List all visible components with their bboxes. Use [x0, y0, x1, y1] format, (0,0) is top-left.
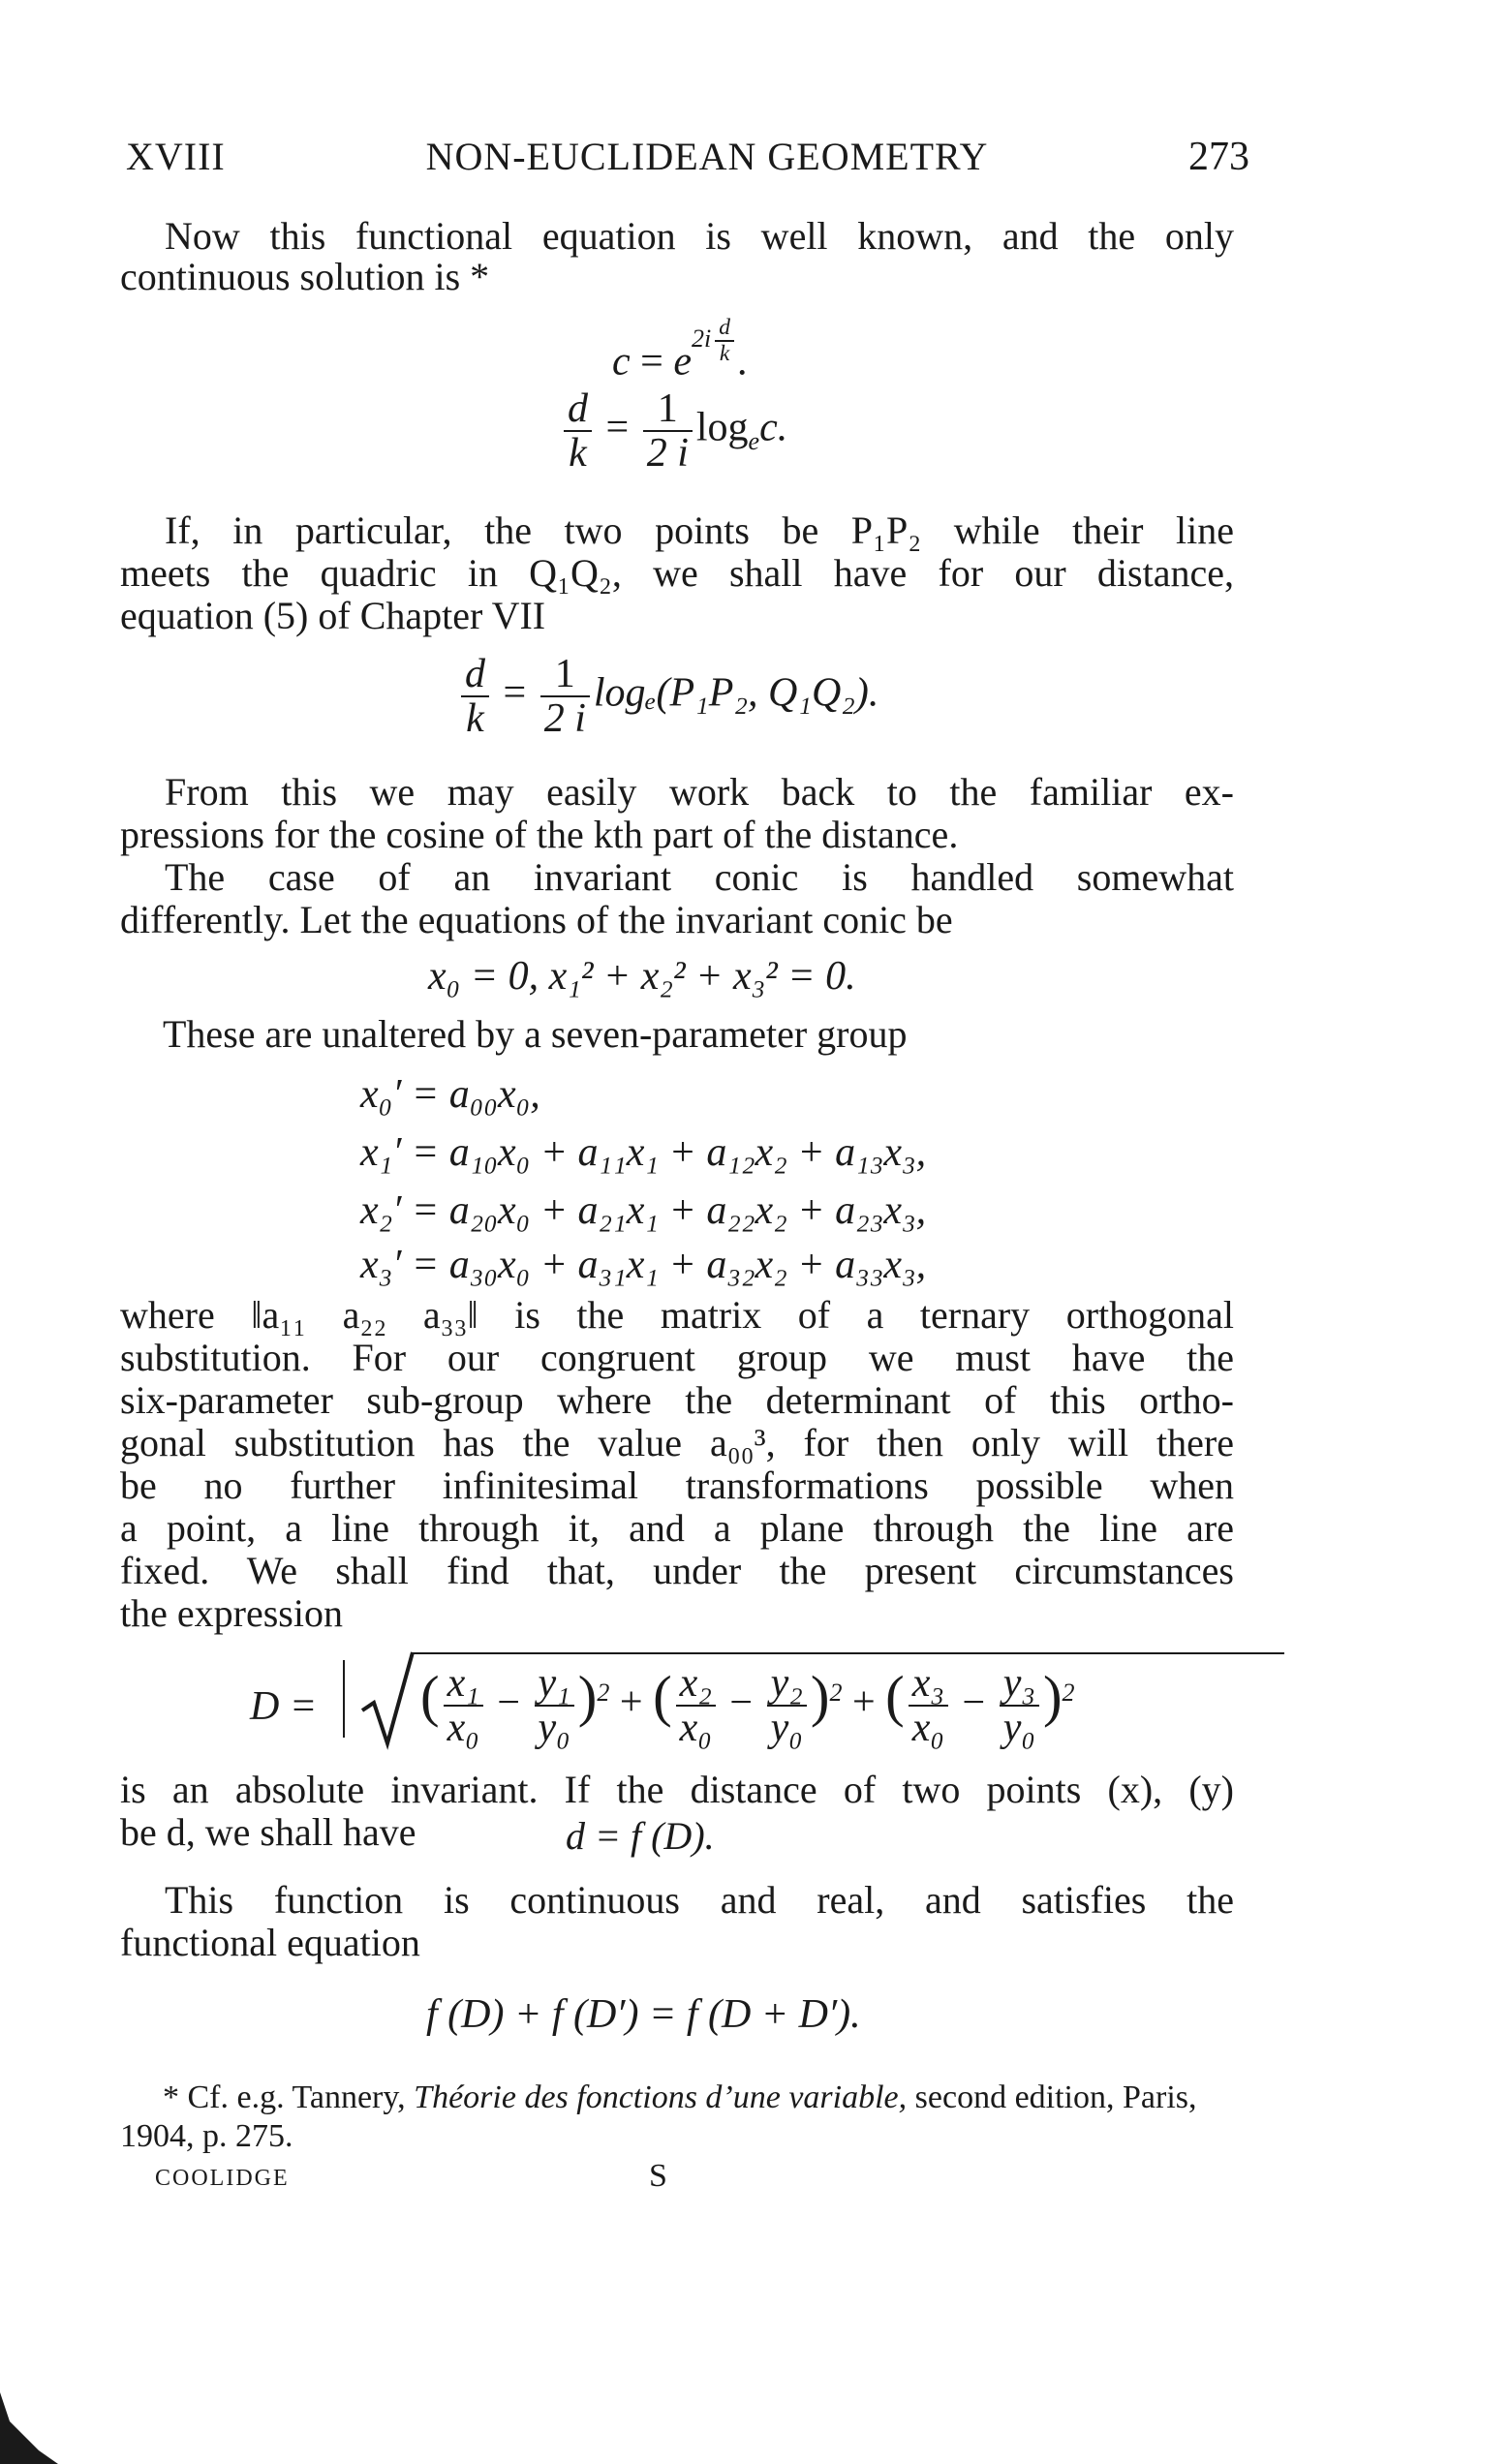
- text-line: continuous solution is *: [120, 255, 490, 298]
- text-line: substitution. For our congruent group we must have the: [120, 1336, 1234, 1379]
- text-line: be no further infinitesimal transformations possible when: [120, 1463, 1234, 1507]
- group-equation: x₁′ = a₁₀x₀ + a₁₁x₁ + a₁₂x₂ + a₁₃x₃,: [360, 1130, 927, 1175]
- plus-sign: +: [842, 1679, 886, 1725]
- text-line: fixed. We shall find that, under the present circumstances: [120, 1549, 1234, 1592]
- text-line: the expression: [120, 1591, 343, 1635]
- group-equation: x₂′ = a₂₀x₀ + a₂₁x₁ + a₂₂x₂ + a₂₃x₃,: [360, 1188, 927, 1233]
- text-line: is an absolute invariant. If the distance of two points (x), (y): [120, 1768, 1234, 1811]
- radical-term: ( $\frac{\text{x₁}}{\text{x₀}}$ − $\frac{\text{y₁}}{\text{y₀}}$ )$^2$: [420, 1661, 610, 1751]
- text-line: be d, we shall have: [120, 1810, 416, 1854]
- text-line: The case of an invariant conic is handled somewhat: [165, 855, 1234, 899]
- equation-exponential: $c = e^{2i \frac{d}{k}}$ .: [612, 315, 749, 385]
- text-line: gonal substitution has the value a₀₀³, for then only will there: [120, 1421, 1234, 1464]
- page-title: NON-EUCLIDEAN GEOMETRY: [425, 135, 989, 178]
- page-header: [126, 134, 1249, 182]
- text-line: functional equation: [120, 1921, 420, 1964]
- running-head: XVIII: [126, 135, 226, 178]
- text-line: six-parameter sub-group where the determinant of this ortho-: [120, 1378, 1234, 1422]
- text-line: equation (5) of Chapter VII: [120, 594, 546, 637]
- scan-blot: [0, 2392, 58, 2464]
- equation-functional: f (D) + f (D′) = f (D + D′).: [426, 1992, 861, 2037]
- text-line: From this we may easily work back to the familiar ex-: [165, 770, 1234, 814]
- text-line: pressions for the cosine of the kth part of the distance.: [120, 813, 959, 856]
- radical-term: ( $\frac{\text{x₂}}{\text{x₀}}$ − $\frac{\text{y₂}}{\text{y₀}}$ )$^2$: [653, 1661, 843, 1751]
- text-line: differently. Let the equations of the invariant conic be: [120, 898, 953, 941]
- radical-term: ( $\frac{\text{x₃}}{\text{x₀}}$ − $\frac{\text{y₃}}{\text{y₀}}$ )$^2$: [885, 1661, 1075, 1751]
- text-line: These are unaltered by a seven-parameter group: [163, 1012, 908, 1056]
- group-equation: x₃′ = a₃₀x₀ + a₃₁x₁ + a₃₂x₂ + a₃₃x₃,: [360, 1243, 927, 1287]
- text-line: If, in particular, the two points be P₁P₂ while their line: [165, 508, 1234, 552]
- group-equation: x₀′ = a₀₀x₀,: [360, 1072, 540, 1117]
- equation-distance: $\frac{d}{k}$ = $\frac{1}{2 i}$ logₑ(P₁P₂, Q₁Q₂).: [457, 653, 878, 740]
- signature-letter: S: [649, 2158, 667, 2194]
- text-line: This function is continuous and real, and satisfies the: [165, 1878, 1234, 1922]
- text-line: where ‖a₁₁ a₂₂ a₃₃‖ is the matrix of a ternary orthogonal: [120, 1293, 1234, 1337]
- page-number: 273: [1188, 135, 1249, 179]
- equation-function: d = f (D).: [566, 1814, 715, 1858]
- radical-sign: [358, 1647, 416, 1753]
- equation-conic: x₀ = 0, x₁² + x₂² + x₃² = 0.: [428, 954, 856, 999]
- text-line: a point, a line through it, and a plane through the line are: [120, 1506, 1234, 1550]
- plus-sign: +: [609, 1679, 654, 1725]
- text-line: Now this functional equation is well known, and the only: [165, 214, 1234, 258]
- footnote: * Cf. e.g. Tannery, Théorie des fonctions d’une variable, second edition, Paris,: [163, 2079, 1197, 2115]
- text-line: meets the quadric in Q₁Q₂, we shall have for our distance,: [120, 551, 1234, 595]
- footnote-continued: 1904, p. 275.: [120, 2118, 293, 2154]
- equation-log: $\frac{d}{k}$ = $\frac{1}{2 i}$ $\log_ec$.: [560, 387, 787, 475]
- signature-mark: COOLIDGE: [155, 2166, 290, 2191]
